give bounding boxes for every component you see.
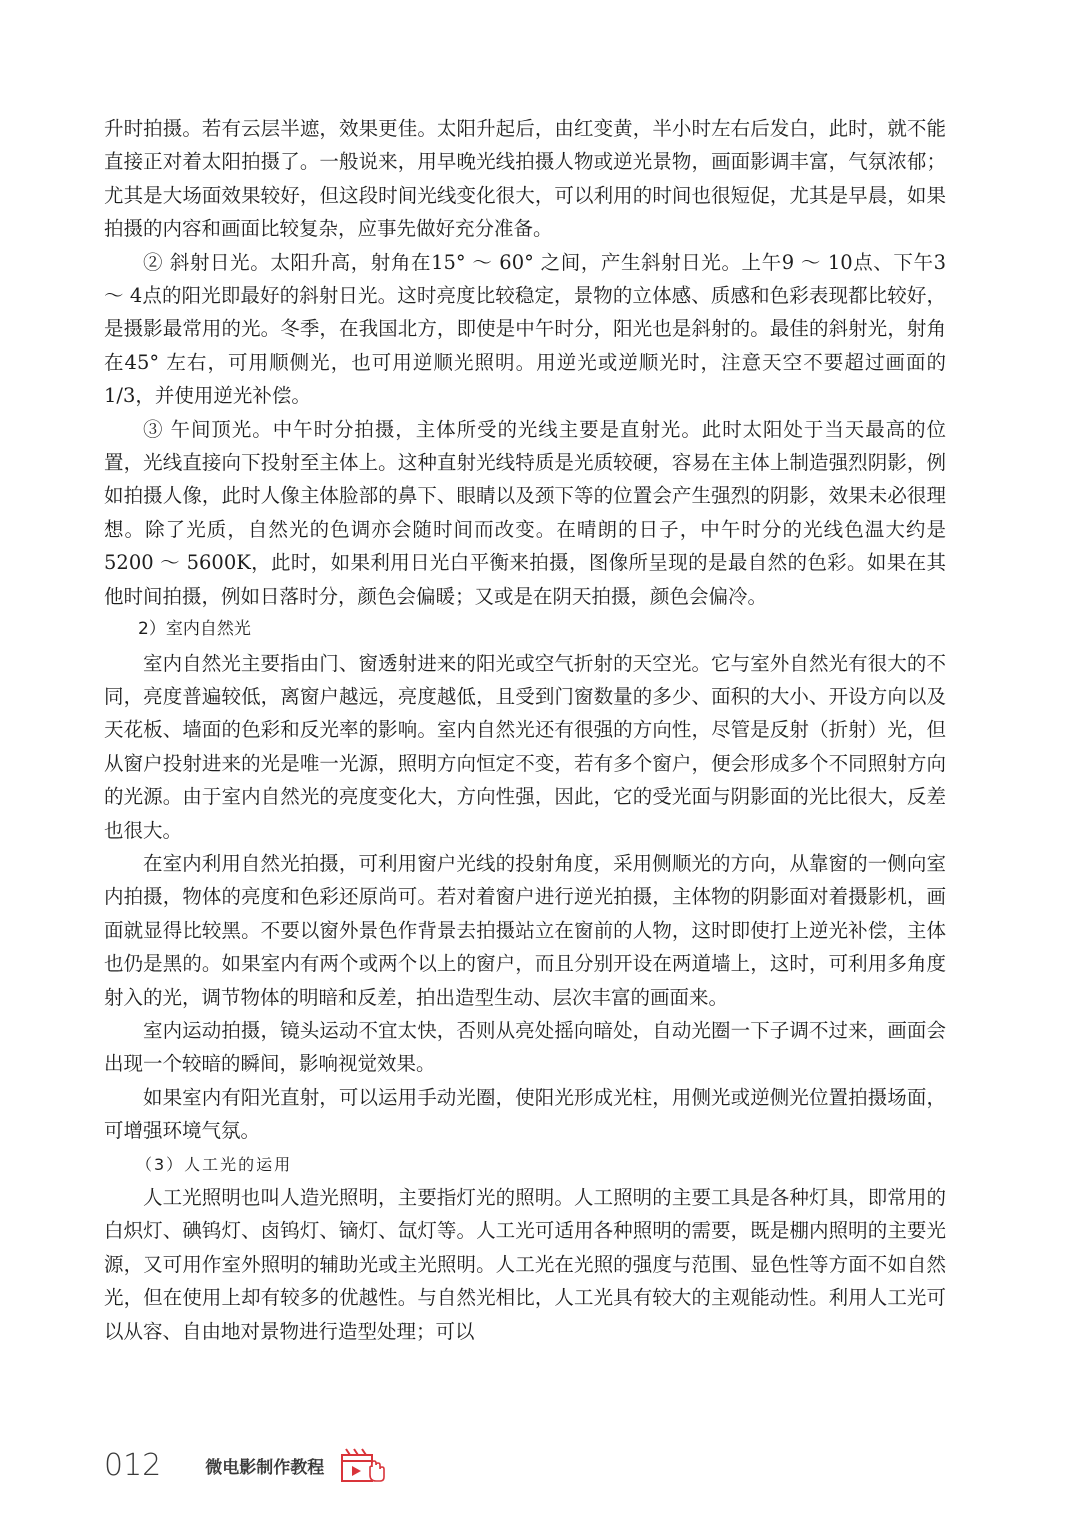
page-number: 012	[104, 1447, 162, 1483]
heading-indoor-natural-light: 2）室内自然光	[138, 619, 251, 640]
paragraph-noon-toplight: ③ 午间顶光。中午时分拍摄，主体所受的光线主要是直射光。此时太阳处于当天最高的位置，光线直接向下投射至主体上。这种直射光线特质是光质较硬，容易在主体上制造强烈阴影，例如拍摄人像，此时人像主体脸部的鼻下、眼睛以及颈下等的位置会产生强烈的阴影，效果未必很理想。除了光质，自然光的色调亦会随时间而改变。在晴朗的日子，中午时分的光线色温大约是5200 ～ 5600K，此时，如果利用日光白平衡来拍摄，图像所呈现的是最自然的色彩。如果在其他时间拍摄，例如日落时分，颜色会偏暖；又或是在阴天拍摄，颜色会偏冷。	[104, 417, 946, 608]
paragraph-indoor-natural-light: 室内自然光主要指由门、窗透射进来的阳光或空气折射的天空光。它与室外自然光有很大的不同，亮度普遍较低，离窗户越远，亮度越低，且受到门窗数量的多少、面积的大小、开设方向以及天花板、墙面的色彩和反光率的影响。室内自然光还有很强的方向性，尽管是反射（折射）光，但从窗户投射进来的光是唯一光源，照明方向恒定不变，若有多个窗户，便会形成多个不同照射方向的光源。由于室内自然光的亮度变化大，方向性强，因此，它的受光面与阴影面的光比很大，反差也很大。	[104, 651, 946, 842]
paragraph-indoor-motion: 室内运动拍摄，镜头运动不宜太快，否则从亮处摇向暗处，自动光圈一下子调不过来，画面会出现一个较暗的瞬间，影响视觉效果。	[104, 1018, 946, 1076]
page-footer	[104, 1440, 386, 1490]
heading-artificial-light: （3）人工光的运用	[136, 1154, 293, 1174]
page-body	[104, 112, 946, 1348]
paragraph-direct-sunlight: 如果室内有阳光直射，可以运用手动光圈，使阳光形成光柱，用侧光或逆侧光位置拍摄场面，可增强环境气氛。	[104, 1085, 946, 1143]
paragraph-oblique-sunlight: ② 斜射日光。太阳升高，射角在15° ～ 60° 之间，产生斜射日光。上午9 ～ 10点、下午3 ～ 4点的阳光即最好的斜射日光。这时亮度比较稳定，景物的立体感、质感和色彩表现都比较好，是摄影最常用的光。冬季，在我国北方，即使是中午时分，阳光也是斜射的。最佳的斜射光，射角在45° 左右，可用顺侧光，也可用逆顺光照明。用逆光或逆顺光时，注意天空不要超过画面的1/3，并使用逆光补偿。	[104, 250, 946, 408]
film-clapper-icon	[340, 1445, 386, 1485]
paragraph-continued: 升时拍摄。若有云层半遮，效果更佳。太阳升起后，由红变黄，半小时左右后发白，此时，就不能直接正对着太阳拍摄了。一般说来，用早晚光线拍摄人物或逆光景物，画面影调丰富，气氛浓郁；尤其是大场面效果较好，但这段时间光线变化很大，可以利用的时间也很短促，尤其是早晨，如果拍摄的内容和画面比较复杂，应事先做好充分准备。	[104, 117, 946, 241]
paragraph-indoor-shooting: 在室内利用自然光拍摄，可利用窗户光线的投射角度，采用侧顺光的方向，从靠窗的一侧向室内拍摄，物体的亮度和色彩还原尚可。若对着窗户进行逆光拍摄，主体物的阴影面对着摄影机，画面就显得比较黑。不要以窗外景色作背景去拍摄站立在窗前的人物，这时即使打上逆光补偿，主体也仍是黑的。如果室内有两个或两个以上的窗户，而且分别开设在两道墙上，这时，可利用多角度射入的光，调节物体的明暗和反差，拍出造型生动、层次丰富的画面来。	[104, 851, 946, 1009]
book-title: 微电影制作教程	[205, 1457, 325, 1478]
paragraph-artificial-light: 人工光照明也叫人造光照明，主要指灯光的照明。人工照明的主要工具是各种灯具，即常用的白炽灯、碘钨灯、卤钨灯、镝灯、氙灯等。人工光可适用各种照明的需要，既是棚内照明的主要光源，又可用作室外照明的辅助光或主光照明。人工光在光照的强度与范围、显色性等方面不如自然光，但在使用上却有较多的优越性。与自然光相比，人工光具有较大的主观能动性。利用人工光可以从容、自由地对景物进行造型处理；可以	[104, 1186, 946, 1343]
